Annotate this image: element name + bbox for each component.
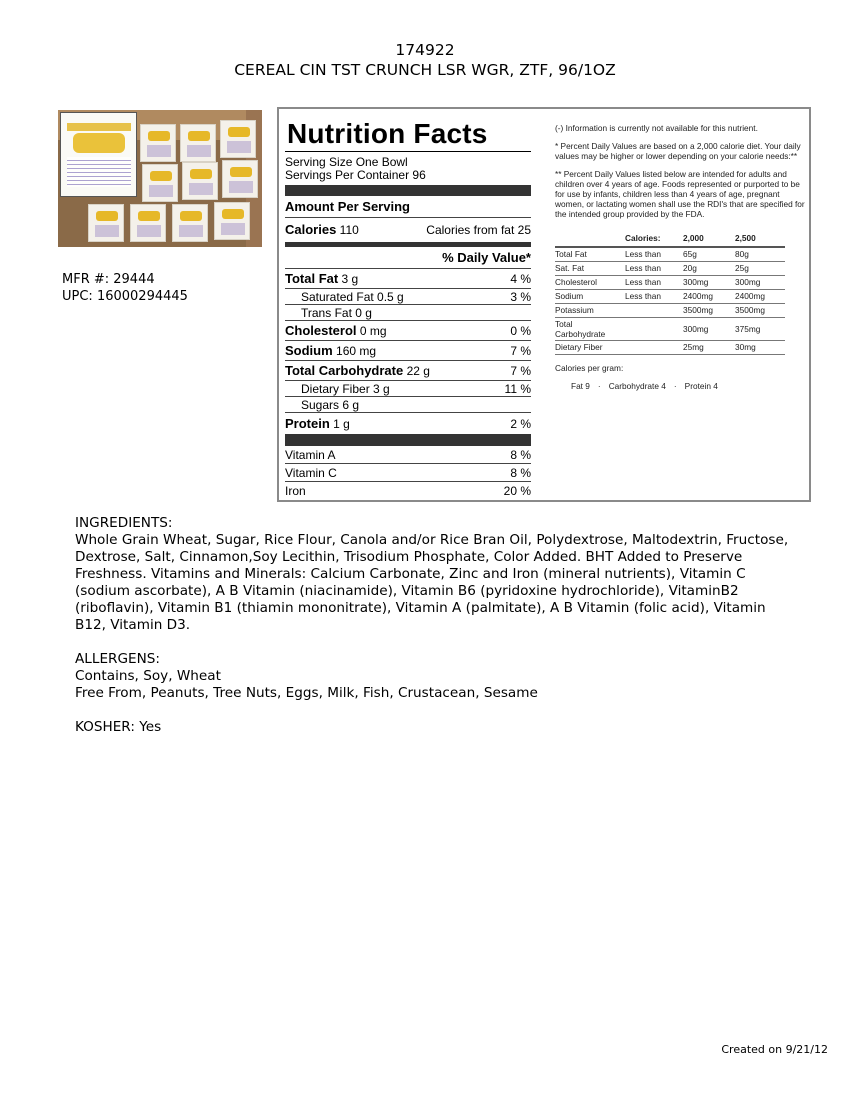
percent-daily-note: * Percent Daily Values are based on a 2,000 calorie diet. Your daily values may be higher or lower depending on your calorie needs:** [555,141,801,161]
page-header [0,40,850,80]
ingredients-heading: INGREDIENTS: [75,515,173,531]
cereal-lid [60,112,137,197]
table-row: Total Fat Less than 65g 80g [555,247,785,261]
mfr-number: MFR #: 29444 [62,272,155,287]
nutrition-facts-label [285,117,531,500]
daily-value-header: % Daily Value* [442,250,531,265]
nutrition-title: Nutrition Facts [287,118,488,149]
product-identifiers [62,271,188,305]
nutrient-row-total-fat: Total Fat 3 g 4 % [285,269,531,289]
kosher-status: KOSHER: Yes [75,719,162,735]
percent-daily-adults-note: ** Percent Daily Values listed below are intended for adults and children over 4 years of age. Foods represented or purported to be for use by infants, children less than 4 years of age, pregnant women, or lactating women shall use the RDI's that are specified for the intended group provided by the FDA. [555,169,805,219]
nutrition-panel [277,107,811,502]
nutrition-notes [555,123,809,391]
nutrient-row-trans-fat: Trans Fat 0 g [285,305,531,321]
table-row: Total Carbohydrate 300mg 375mg [555,317,785,340]
calories-line: Calories 110 [285,222,359,237]
calories-from-fat: Calories from fat 25 [426,223,531,237]
mineral-row-iron: Iron 20 % [285,484,531,498]
dv-table-header: Calories: 2,000 2,500 [555,231,785,247]
product-details [75,515,795,736]
allergens-free-from: Free From, Peanuts, Tree Nuts, Eggs, Milk, Fish, Crustacean, Sesame [75,685,538,701]
upc-code: UPC: 16000294445 [62,289,188,304]
vitamin-row-a: Vitamin A 8 % [285,448,531,462]
vitamin-row-c: Vitamin C 8 % [285,466,531,480]
table-row: Cholesterol Less than 300mg 300mg [555,275,785,289]
nutrient-row-sodium: Sodium 160 mg 7 % [285,341,531,361]
product-name: CEREAL CIN TST CRUNCH LSR WGR, ZTF, 96/1OZ [234,61,616,79]
amount-per-serving: Amount Per Serving [285,199,410,214]
allergens-contains: Contains, Soy, Wheat [75,668,221,684]
allergens-heading: ALLERGENS: [75,651,160,667]
product-photo [58,110,262,247]
servings-per-container: Servings Per Container 96 [285,168,426,182]
daily-values-table [555,231,785,355]
created-date: Created on 9/21/12 [721,1043,828,1056]
serving-size: Serving Size One Bowl [285,155,408,169]
nutrient-row-saturated-fat: Saturated Fat 0.5 g 3 % [285,289,531,305]
nutrient-row-cholesterol: Cholesterol 0 mg 0 % [285,321,531,341]
nutrient-row-sugars: Sugars 6 g [285,397,531,413]
table-row: Sat. Fat Less than 20g 25g [555,261,785,275]
ingredients-section [75,515,795,634]
item-number: 174922 [395,41,455,59]
nutrient-row-total-carbohydrate: Total Carbohydrate 22 g 7 % [285,361,531,381]
table-row: Dietary Fiber 25mg 30mg [555,340,785,354]
calories-per-gram-values: Fat 9 · Carbohydrate 4 · Protein 4 [571,380,718,391]
table-row: Potassium 3500mg 3500mg [555,303,785,317]
nutrient-row-dietary-fiber: Dietary Fiber 3 g 11 % [285,381,531,397]
not-available-note: (-) Information is currently not available for this nutrient. [555,123,758,133]
table-row: Sodium Less than 2400mg 2400mg [555,289,785,303]
nutrient-row-protein: Protein 1 g 2 % [285,416,531,431]
calories-per-gram-label: Calories per gram: [555,362,624,373]
calories-value: 110 [339,223,359,237]
allergens-section [75,651,795,702]
ingredients-text: Whole Grain Wheat, Sugar, Rice Flour, Canola and/or Rice Bran Oil, Polydextrose, Maltodextrin, Fructose, Dextrose, Salt, Cinnamon,Soy Lecithin, Trisodium Phosphate, Color Added. BHT Added to Preserve Freshness. Vitamins and Minerals: Calcium Carbonate, Zinc and Iron (mineral nutrients), Vitamin C (sodium ascorbate), A B Vitamin (niacinamide), Vitamin B6 (pyridoxine hydrochloride), VitaminB2 (riboflavin), Vitamin B1 (thiamin mononitrate), Vitamin A (palmitate), A B Vitamin (folic acid), Vitamin B12, Vitamin D3. [75,532,789,633]
